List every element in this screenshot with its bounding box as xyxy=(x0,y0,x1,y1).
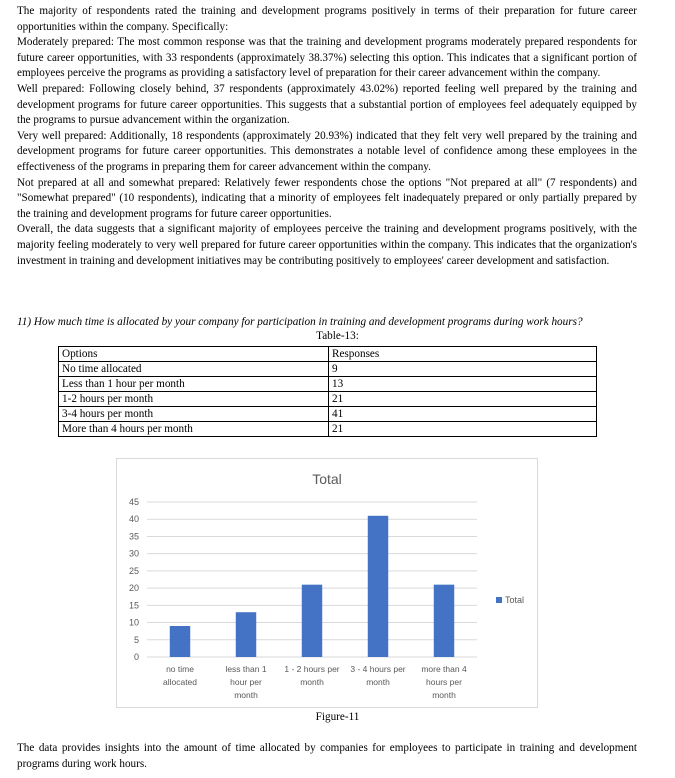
table-header-row xyxy=(59,347,597,362)
table-caption: Table-13: xyxy=(316,330,359,342)
table-row xyxy=(59,407,597,422)
y-tick-label: 45 xyxy=(128,497,139,507)
table-header-cell: Responses xyxy=(329,347,597,362)
y-tick-label: 5 xyxy=(133,634,139,645)
paragraph: Overall, the data suggests that a significant majority of employees perceive the training and development programs positively, with the majority feeling moderately to very well prepared for future career opportunities within the company. This indicates that the organization's investment in training and development initiatives may be contributing positively to employees' career development and satisfaction. xyxy=(17,223,637,267)
bar xyxy=(434,585,454,657)
x-category-label: no time allocated xyxy=(162,664,198,687)
bar xyxy=(302,585,322,657)
y-tick-label: 15 xyxy=(128,600,139,611)
y-tick-label: 0 xyxy=(133,652,139,662)
table-cell-responses: 21 xyxy=(329,422,597,437)
x-category-label: 1 - 2 hours per month xyxy=(284,664,340,687)
paragraph: The majority of respondents rated the training and development programs positively in terms of their preparation for future career opportunities within the company. Specifically: xyxy=(17,5,637,33)
table-cell-responses: 21 xyxy=(329,392,597,407)
legend-swatch xyxy=(496,597,502,603)
chart-canvas xyxy=(117,459,537,707)
responses-table xyxy=(58,346,597,437)
y-tick-label: 40 xyxy=(128,514,139,525)
y-tick-label: 10 xyxy=(128,617,139,628)
bar xyxy=(236,612,256,657)
x-category-label: more than 4 hours per month xyxy=(421,664,467,700)
body-text xyxy=(17,4,637,269)
table-row xyxy=(59,362,597,377)
y-tick-label: 25 xyxy=(128,565,139,576)
x-category-label: less than 1 hour per month xyxy=(225,664,267,700)
table-cell-option: 3-4 hours per month xyxy=(59,407,329,422)
y-tick-label: 30 xyxy=(128,548,139,559)
paragraph: Moderately prepared: The most common response was that the training and development programs moderately prepared respondents for future career opportunities, with 33 respondents (approximately 38.37%) selecting this option. This indicates that a significant portion of employees perceive the programs as providing a satisfactory level of preparation for their career advancement within the company. xyxy=(17,36,637,80)
chart-title: Total xyxy=(312,471,342,487)
survey-question: 11) How much time is allocated by your company for participation in training and development programs during work hours? xyxy=(17,316,583,328)
paragraph: Well prepared: Following closely behind, 37 respondents (approximately 43.02%) reported feeling well prepared by the training and development programs for future career opportunities. This suggests that a substantial portion of employees feel adequately equipped by the programs to pursue advancement within the organization. xyxy=(17,82,637,127)
table-header-cell: Options xyxy=(59,347,329,362)
table-cell-option: Less than 1 hour per month xyxy=(59,377,329,392)
closing-paragraph: The data provides insights into the amount of time allocated by companies for employees to participate in training and development programs during work hours. xyxy=(17,742,637,770)
table-row xyxy=(59,392,597,407)
table-row xyxy=(59,422,597,437)
bar xyxy=(368,516,388,657)
table-cell-responses: 9 xyxy=(329,362,597,377)
bar-chart xyxy=(116,458,538,708)
x-category-label: 3 - 4 hours per month xyxy=(350,664,406,687)
table-cell-option: 1-2 hours per month xyxy=(59,392,329,407)
legend-label: Total xyxy=(505,595,525,605)
figure-caption: Figure-11 xyxy=(315,711,360,723)
table-cell-responses: 13 xyxy=(329,377,597,392)
bar xyxy=(170,626,190,657)
paragraph: Not prepared at all and somewhat prepared: Relatively fewer respondents chose the options "Not prepared at all" (7 respondents) and "Somewhat prepared" (10 respondents), indicating that a minority of employees felt inadequately prepared or only partially prepared by the training and development programs for future career opportunities. xyxy=(17,176,637,220)
table-cell-option: More than 4 hours per month xyxy=(59,422,329,437)
y-tick-label: 35 xyxy=(128,531,139,542)
table-cell-responses: 41 xyxy=(329,407,597,422)
y-tick-label: 20 xyxy=(128,583,139,594)
paragraph: Very well prepared: Additionally, 18 respondents (approximately 20.93%) indicated that they felt very well prepared by the training and development programs for future career opportunities. This demonstrates a notable level of confidence among these employees in the effectiveness of the programs in preparing them for career advancement within the company. xyxy=(17,129,637,173)
table-row xyxy=(59,377,597,392)
table-cell-option: No time allocated xyxy=(59,362,329,377)
